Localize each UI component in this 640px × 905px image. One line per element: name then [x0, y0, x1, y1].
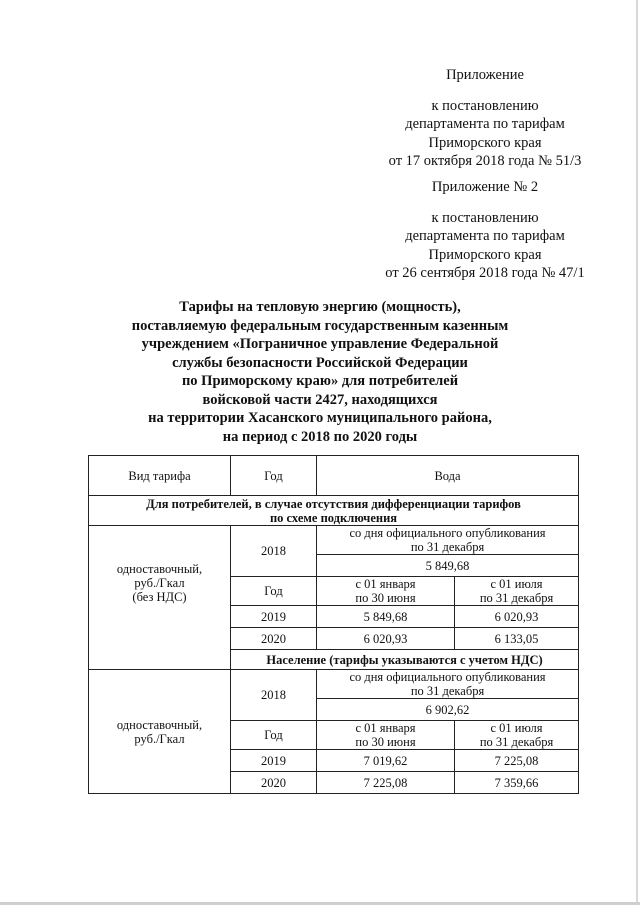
year-label-cell: Год: [231, 577, 317, 606]
period-line: по 31 декабря: [410, 684, 485, 698]
col-header-year: Год: [231, 456, 317, 496]
appendix-line: к постановлению: [431, 209, 539, 226]
value-cell: 7 225,08: [455, 750, 579, 772]
half-year-2-cell: [455, 577, 579, 606]
col-header-tariff-type: Вид тарифа: [89, 456, 231, 496]
year-cell: 2019: [231, 606, 317, 628]
tariff-label-line: (без НДС): [132, 590, 187, 604]
year-label-cell: Год: [231, 721, 317, 750]
tariff-label-line: руб./Гкал: [134, 576, 185, 590]
half-year-1-cell: [317, 721, 455, 750]
appendix-line: от 26 сентября 2018 года № 47/1: [385, 265, 585, 281]
appendix-line: от 17 октября 2018 года № 51/3: [388, 153, 582, 169]
section1-tariff-label: [89, 526, 231, 670]
period-line: по 31 декабря: [410, 540, 485, 554]
scan-edge-right: [636, 0, 638, 905]
document-title: [100, 298, 540, 446]
period-line: по 30 июня: [355, 735, 416, 749]
value-cell: 7 019,62: [317, 750, 455, 772]
year-cell: 2019: [231, 750, 317, 772]
value-cell: 5 849,68: [317, 606, 455, 628]
year-cell: 2018: [231, 670, 317, 721]
section2-tariff-label: [89, 670, 231, 794]
tariff-label-line: одноставочный,: [116, 562, 203, 576]
section1-heading: [89, 496, 579, 526]
period-cell: [317, 526, 579, 555]
period-line: по 31 декабря: [479, 735, 554, 749]
title-line: по Приморскому краю» для потребителей: [181, 373, 459, 389]
value-cell: 6 020,93: [455, 606, 579, 628]
appendix-line: к постановлению: [431, 97, 539, 114]
appendix-line: Приморского края: [428, 246, 542, 263]
half-year-2-cell: [455, 721, 579, 750]
period-line: по 30 июня: [355, 591, 416, 605]
year-cell: 2018: [231, 526, 317, 577]
value-cell: 6 133,05: [455, 628, 579, 650]
title-line: на период с 2018 по 2020 годы: [222, 428, 418, 445]
appendix-line: Приморского края: [428, 134, 542, 151]
section1-heading-line: Для потребителей, в случае отсутствия дифференциации тарифов: [146, 496, 521, 511]
period-line: по 31 декабря: [479, 591, 554, 605]
value-cell: 7 225,08: [317, 772, 455, 794]
period-line: с 01 июля: [490, 721, 543, 735]
section-heading-row: [89, 496, 579, 526]
period-line: с 01 января: [355, 577, 416, 591]
col-header-water: Вода: [317, 456, 579, 496]
appendix-title: Приложение: [446, 67, 524, 83]
title-line: службы безопасности Российской Федерации: [172, 354, 468, 371]
appendix-line: департамента по тарифам: [405, 116, 565, 132]
appendix-header-2: [360, 178, 610, 283]
value-cell: 7 359,66: [455, 772, 579, 794]
value-cell: 5 849,68: [317, 555, 579, 577]
tariff-label-line: руб./Гкал: [134, 731, 185, 746]
year-cell: 2020: [231, 628, 317, 650]
period-line: с 01 июля: [490, 577, 543, 591]
period-cell: [317, 670, 579, 699]
appendix-title: Приложение № 2: [431, 179, 539, 195]
table-row: [89, 526, 579, 555]
title-line: на территории Хасанского муниципального района,: [148, 410, 492, 426]
value-cell: 6 020,93: [317, 628, 455, 650]
table-row: [89, 670, 579, 699]
appendix-header-1: [360, 66, 610, 171]
period-line: со дня официального опубликования: [349, 670, 546, 684]
title-line: Тарифы на тепловую энергию (мощность),: [179, 299, 461, 315]
appendix-line: департамента по тарифам: [405, 228, 565, 244]
tariff-table: [88, 455, 579, 794]
title-line: поставляемую федеральным государственным казенным: [131, 317, 509, 334]
year-cell: 2020: [231, 772, 317, 794]
half-year-1-cell: [317, 577, 455, 606]
value-cell: 6 902,62: [317, 699, 579, 721]
title-line: войсковой части 2427, находящихся: [202, 391, 438, 408]
title-line: учреждением «Пограничное управление Федеральной: [141, 336, 499, 352]
table-header-row: [89, 456, 579, 496]
period-line: с 01 января: [355, 721, 416, 735]
tariff-label-line: одноставочный,: [116, 717, 203, 732]
section1-heading-line: по схеме подключения: [269, 510, 398, 525]
period-line: со дня официального опубликования: [349, 526, 546, 540]
section2-heading: Население (тарифы указываются с учетом НДС): [231, 650, 579, 670]
